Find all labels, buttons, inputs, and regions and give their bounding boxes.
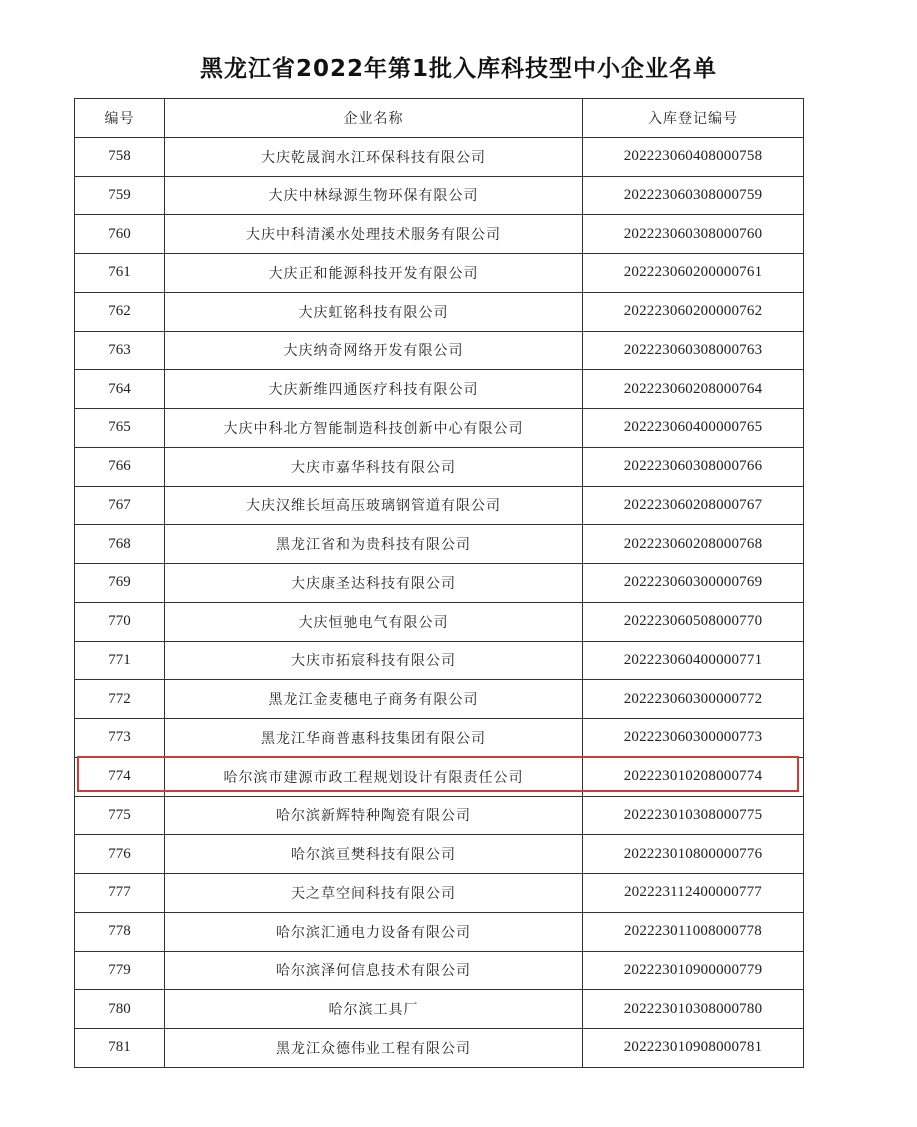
- row-company-name: 黑龙江省和为贵科技有限公司: [165, 525, 583, 564]
- row-company-name: 哈尔滨工具厂: [165, 990, 583, 1029]
- company-list-table: [74, 98, 804, 1068]
- row-number: 776: [75, 835, 165, 874]
- row-registration-number: 202223010308000775: [583, 796, 804, 835]
- row-registration-number: 202223010900000779: [583, 951, 804, 990]
- row-company-name: 大庆市嘉华科技有限公司: [165, 447, 583, 486]
- table-row: [75, 137, 804, 176]
- row-number: 764: [75, 370, 165, 409]
- row-registration-number: 202223060308000759: [583, 176, 804, 215]
- row-number: 762: [75, 292, 165, 331]
- row-company-name: 大庆乾晟润水江环保科技有限公司: [165, 137, 583, 176]
- header-number: 编号: [75, 99, 165, 138]
- header-company-name: 企业名称: [165, 99, 583, 138]
- row-number: 778: [75, 912, 165, 951]
- row-company-name: 大庆中科北方智能制造科技创新中心有限公司: [165, 409, 583, 448]
- row-number: 781: [75, 1029, 165, 1068]
- row-number: 772: [75, 680, 165, 719]
- table-row: [75, 835, 804, 874]
- table-row: [75, 680, 804, 719]
- row-registration-number: 202223010800000776: [583, 835, 804, 874]
- row-number: 775: [75, 796, 165, 835]
- row-registration-number: 202223060300000773: [583, 719, 804, 758]
- row-registration-number: 202223010908000781: [583, 1029, 804, 1068]
- row-registration-number: 202223060208000764: [583, 370, 804, 409]
- row-number: 773: [75, 719, 165, 758]
- row-registration-number: 202223060508000770: [583, 602, 804, 641]
- row-number: 758: [75, 137, 165, 176]
- table-row: [75, 1029, 804, 1068]
- row-number: 761: [75, 254, 165, 293]
- row-number: 763: [75, 331, 165, 370]
- row-registration-number: 202223060400000771: [583, 641, 804, 680]
- row-company-name: 大庆恒驰电气有限公司: [165, 602, 583, 641]
- row-registration-number: 202223011008000778: [583, 912, 804, 951]
- table-row: [75, 447, 804, 486]
- row-number: 774: [75, 757, 165, 796]
- row-company-name: 大庆中林绿源生物环保有限公司: [165, 176, 583, 215]
- table-row: [75, 176, 804, 215]
- row-registration-number: 202223060200000761: [583, 254, 804, 293]
- table-row: [75, 409, 804, 448]
- row-number: 765: [75, 409, 165, 448]
- company-list-table-container: [74, 98, 804, 1068]
- table-row: [75, 641, 804, 680]
- row-registration-number: 202223060308000760: [583, 215, 804, 254]
- row-company-name: 天之草空间科技有限公司: [165, 874, 583, 913]
- table-row: [75, 215, 804, 254]
- row-registration-number: 202223060200000762: [583, 292, 804, 331]
- table-row: [75, 331, 804, 370]
- table-row-highlighted: [75, 757, 804, 796]
- row-number: 760: [75, 215, 165, 254]
- row-number: 767: [75, 486, 165, 525]
- table-row: [75, 254, 804, 293]
- table-header-row: [75, 99, 804, 138]
- table-row: [75, 796, 804, 835]
- row-company-name: 哈尔滨市建源市政工程规划设计有限责任公司: [165, 757, 583, 796]
- table-row: [75, 719, 804, 758]
- row-company-name: 哈尔滨泽何信息技术有限公司: [165, 951, 583, 990]
- row-number: 768: [75, 525, 165, 564]
- row-number: 771: [75, 641, 165, 680]
- row-registration-number: 202223060208000768: [583, 525, 804, 564]
- row-number: 779: [75, 951, 165, 990]
- row-company-name: 大庆正和能源科技开发有限公司: [165, 254, 583, 293]
- row-registration-number: 202223112400000777: [583, 874, 804, 913]
- row-company-name: 大庆中科清溪水处理技术服务有限公司: [165, 215, 583, 254]
- row-company-name: 大庆纳奇网络开发有限公司: [165, 331, 583, 370]
- row-number: 780: [75, 990, 165, 1029]
- table-row: [75, 602, 804, 641]
- row-company-name: 黑龙江华商普惠科技集团有限公司: [165, 719, 583, 758]
- row-number: 770: [75, 602, 165, 641]
- table-row: [75, 874, 804, 913]
- row-company-name: 黑龙江金麦穗电子商务有限公司: [165, 680, 583, 719]
- row-company-name: 大庆康圣达科技有限公司: [165, 564, 583, 603]
- table-row: [75, 564, 804, 603]
- row-registration-number: 202223060300000769: [583, 564, 804, 603]
- row-registration-number: 202223060208000767: [583, 486, 804, 525]
- table-row: [75, 525, 804, 564]
- table-row: [75, 370, 804, 409]
- table-row: [75, 912, 804, 951]
- row-registration-number: 202223060300000772: [583, 680, 804, 719]
- row-company-name: 哈尔滨新辉特种陶瓷有限公司: [165, 796, 583, 835]
- table-row: [75, 951, 804, 990]
- row-number: 769: [75, 564, 165, 603]
- row-company-name: 大庆汉维长垣高压玻璃钢管道有限公司: [165, 486, 583, 525]
- row-registration-number: 202223060308000766: [583, 447, 804, 486]
- row-registration-number: 202223060400000765: [583, 409, 804, 448]
- row-registration-number: 202223060308000763: [583, 331, 804, 370]
- table-row: [75, 990, 804, 1029]
- row-company-name: 哈尔滨汇通电力设备有限公司: [165, 912, 583, 951]
- row-number: 777: [75, 874, 165, 913]
- row-registration-number: 202223010308000780: [583, 990, 804, 1029]
- header-registration-number: 入库登记编号: [583, 99, 804, 138]
- row-number: 766: [75, 447, 165, 486]
- table-row: [75, 486, 804, 525]
- row-number: 759: [75, 176, 165, 215]
- row-company-name: 哈尔滨亘樊科技有限公司: [165, 835, 583, 874]
- document-title: 黑龙江省2022年第1批入库科技型中小企业名单: [199, 56, 718, 82]
- row-registration-number: 202223010208000774: [583, 757, 804, 796]
- row-company-name: 大庆市拓宸科技有限公司: [165, 641, 583, 680]
- row-company-name: 大庆虹铭科技有限公司: [165, 292, 583, 331]
- row-registration-number: 202223060408000758: [583, 137, 804, 176]
- row-company-name: 大庆新维四通医疗科技有限公司: [165, 370, 583, 409]
- row-company-name: 黑龙江众德伟业工程有限公司: [165, 1029, 583, 1068]
- table-row: [75, 292, 804, 331]
